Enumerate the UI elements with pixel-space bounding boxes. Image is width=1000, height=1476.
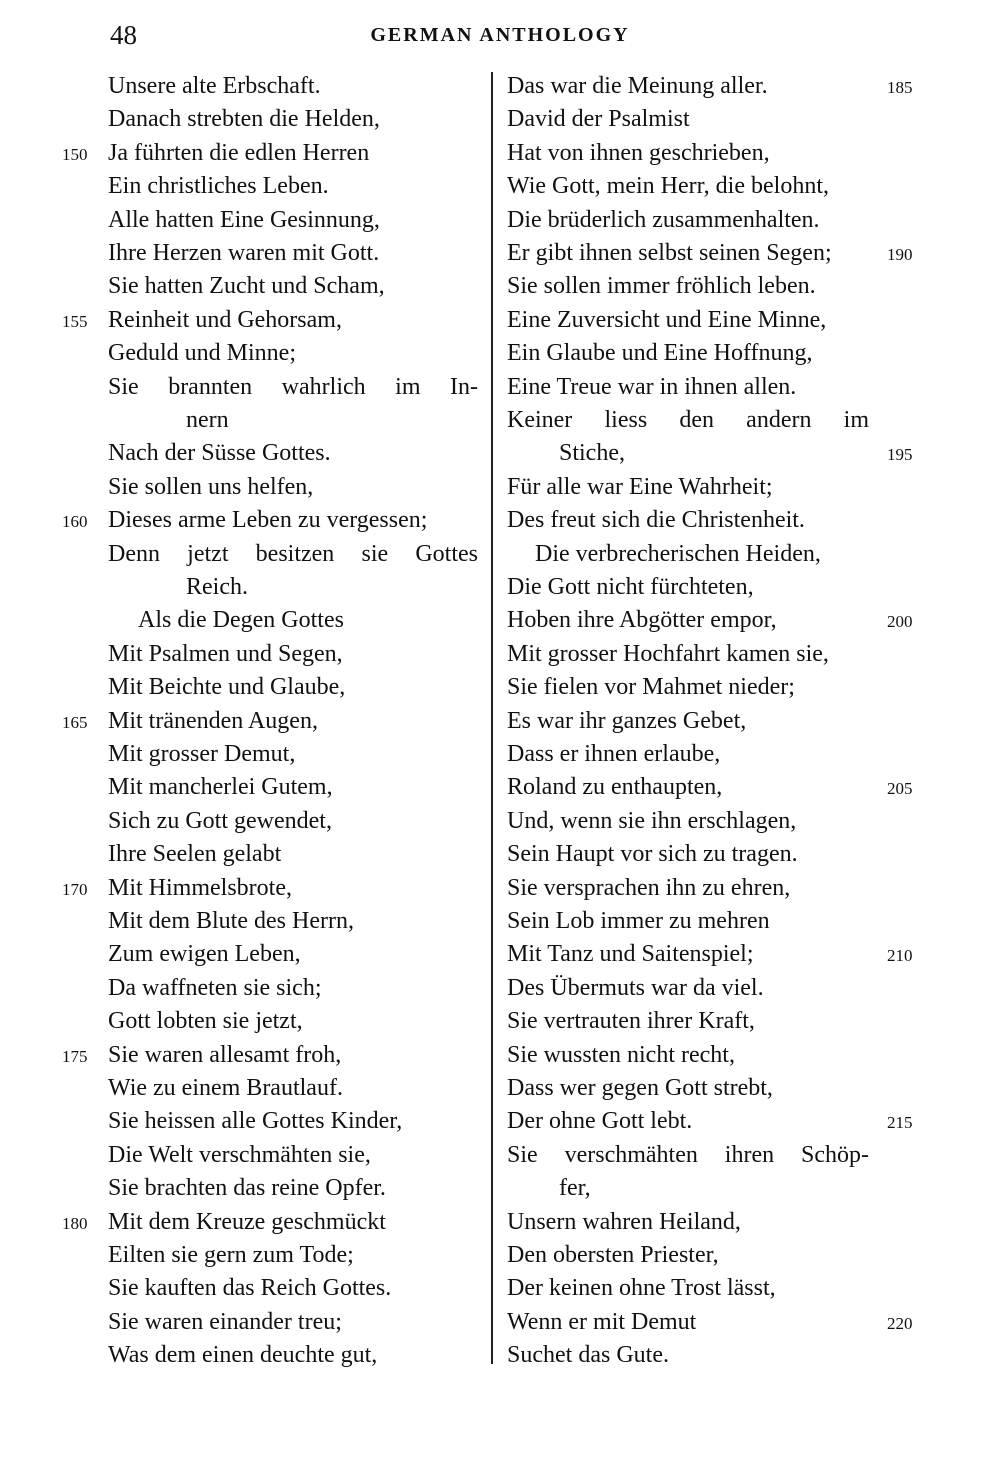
verse-text: Geduld und Minne;	[108, 340, 296, 367]
verse-text: Mit Beichte und Glaube,	[108, 674, 346, 701]
verse-text: Sie brannten wahrlich im In-	[108, 373, 478, 400]
verse-line	[0, 571, 490, 604]
verse-text: Denn jetzt besitzen sie Gottes	[108, 540, 478, 567]
verse-line	[0, 1105, 490, 1138]
line-number: 165	[62, 712, 88, 732]
verse-text: Gott lobten sie jetzt,	[108, 1008, 303, 1035]
verse-text: Sie heissen alle Gottes Kinder,	[108, 1108, 403, 1135]
verse-line	[0, 805, 490, 838]
verse-line	[495, 1039, 1000, 1072]
verse-line	[495, 137, 1000, 170]
verse-text: Er gibt ihnen selbst seinen Segen;	[507, 240, 832, 266]
verse-line	[495, 1339, 1000, 1372]
verse-text: Sie kauften das Reich Gottes.	[108, 1275, 392, 1302]
line-number: 195	[887, 445, 913, 465]
verse-line	[0, 237, 490, 270]
verse-text: fer,	[559, 1175, 591, 1202]
verse-text: Hoben ihre Abgötter empor,	[507, 607, 777, 634]
verse-line	[495, 1005, 1000, 1038]
verse-text: Unsern wahren Heiland,	[507, 1208, 741, 1235]
verse-line	[0, 1306, 490, 1339]
verse-text: Mit dem Blute des Herrn,	[108, 908, 354, 934]
verse-line	[495, 1239, 1000, 1272]
verse-line	[0, 1005, 490, 1038]
line-number: 220	[887, 1313, 913, 1333]
verse-text: Sie waren allesamt froh,	[108, 1041, 342, 1068]
verse-text: Unsere alte Erbschaft.	[108, 73, 321, 99]
verse-line	[0, 1072, 490, 1105]
verse-line	[495, 872, 1000, 905]
verse-text: Eine Treue war in ihnen allen.	[507, 373, 797, 400]
verse-text: Stiche,	[559, 440, 625, 467]
verse-line	[0, 170, 490, 203]
verse-line	[495, 1306, 1000, 1339]
verse-line	[0, 437, 490, 470]
verse-line	[0, 337, 490, 370]
verse-line	[495, 204, 1000, 237]
verse-text: Wenn er mit Demut	[507, 1308, 697, 1335]
verse-line	[0, 270, 490, 303]
verse-text: Wie zu einem Brautlauf.	[108, 1075, 343, 1101]
verse-text: Sie brachten das reine Opfer.	[108, 1175, 386, 1202]
verse-line	[0, 872, 490, 905]
verse-text: Reich.	[186, 574, 248, 600]
verse-text: Mit Tanz und Saitenspiel;	[507, 941, 754, 968]
line-number: 200	[887, 612, 913, 632]
verse-line	[0, 705, 490, 738]
verse-text: Dass er ihnen erlaube,	[507, 741, 721, 767]
page-number: 48	[110, 20, 137, 50]
verse-text: Keiner liess den andern im	[507, 407, 869, 433]
verse-text: Und, wenn sie ihn erschlagen,	[507, 807, 797, 834]
verse-text: nern	[186, 407, 229, 433]
verse-line	[495, 538, 1000, 571]
verse-line	[495, 103, 1000, 136]
verse-line	[0, 1339, 490, 1372]
verse-text: Mit Psalmen und Segen,	[108, 640, 343, 667]
verse-text: Eine Zuversicht und Eine Minne,	[507, 306, 827, 333]
line-number: 160	[62, 512, 88, 532]
verse-text: Ihre Herzen waren mit Gott.	[108, 240, 380, 266]
verse-line	[495, 1139, 1000, 1172]
verse-line	[0, 538, 490, 571]
verse-line	[0, 838, 490, 871]
verse-line	[0, 1139, 490, 1172]
running-head: GERMAN ANTHOLOGY	[370, 24, 630, 46]
verse-text: Sie waren einander treu;	[108, 1308, 342, 1335]
verse-text: Eilten sie gern zum Tode;	[108, 1242, 354, 1268]
verse-text: Sie sollen immer fröhlich leben.	[507, 273, 816, 300]
verse-text: Den obersten Priester,	[507, 1242, 719, 1268]
verse-text: Des freut sich die Christenheit.	[507, 507, 805, 534]
verse-line	[495, 1206, 1000, 1239]
verse-text: Dieses arme Leben zu vergessen;	[108, 507, 428, 534]
verse-line	[0, 204, 490, 237]
verse-line	[495, 838, 1000, 871]
line-number: 215	[887, 1113, 913, 1133]
verse-text: David der Psalmist	[507, 106, 690, 133]
verse-line	[0, 938, 490, 971]
verse-text: Es war ihr ganzes Gebet,	[507, 707, 747, 734]
verse-text: Die brüderlich zusammenhalten.	[507, 206, 820, 233]
verse-text: Da waffneten sie sich;	[108, 974, 322, 1001]
verse-line	[0, 1172, 490, 1205]
verse-text: Hat von ihnen geschrieben,	[507, 139, 770, 166]
verse-line	[495, 671, 1000, 704]
line-number: 190	[887, 245, 913, 264]
verse-line	[495, 270, 1000, 303]
verse-text: Als die Degen Gottes	[138, 607, 344, 634]
verse-line	[495, 705, 1000, 738]
verse-text: Sie vertrauten ihrer Kraft,	[507, 1008, 755, 1035]
verse-line	[0, 738, 490, 771]
verse-line	[495, 738, 1000, 771]
verse-text: Des Übermuts war da viel.	[507, 974, 764, 1001]
verse-line	[495, 471, 1000, 504]
verse-text: Der keinen ohne Trost lässt,	[507, 1275, 776, 1302]
verse-line	[0, 504, 490, 537]
verse-text: Sie verschmähten ihren Schöp-	[507, 1141, 869, 1168]
verse-line	[0, 1272, 490, 1305]
verse-line	[0, 471, 490, 504]
line-number: 180	[62, 1213, 88, 1233]
line-number: 170	[62, 879, 88, 899]
verse-line	[495, 1105, 1000, 1138]
line-number: 155	[62, 311, 88, 331]
verse-line	[495, 638, 1000, 671]
verse-line	[495, 805, 1000, 838]
verse-text: Reinheit und Gehorsam,	[108, 306, 342, 333]
line-number: 205	[887, 779, 913, 799]
verse-line	[495, 170, 1000, 203]
verse-line	[495, 905, 1000, 938]
verse-line	[0, 70, 490, 103]
column-divider	[491, 72, 493, 1364]
verse-text: Ein christliches Leben.	[108, 173, 329, 200]
verse-text: Sein Haupt vor sich zu tragen.	[507, 841, 798, 868]
line-number: 175	[62, 1046, 88, 1066]
verse-line	[0, 1039, 490, 1072]
verse-text: Roland zu enthaupten,	[507, 774, 723, 801]
verse-text: Zum ewigen Leben,	[108, 941, 301, 968]
verse-line	[0, 1239, 490, 1272]
verse-line	[495, 304, 1000, 337]
verse-text: Sich zu Gott gewendet,	[108, 807, 332, 834]
verse-line	[0, 304, 490, 337]
verse-line	[0, 404, 490, 437]
verse-text: Wie Gott, mein Herr, die belohnt,	[507, 173, 829, 200]
verse-line	[495, 504, 1000, 537]
verse-line	[0, 972, 490, 1005]
verse-line	[495, 1272, 1000, 1305]
verse-line	[495, 771, 1000, 804]
verse-text: Mit mancherlei Gutem,	[108, 774, 333, 801]
verse-line	[495, 70, 1000, 103]
verse-text: Sie hatten Zucht und Scham,	[108, 273, 385, 300]
line-number: 150	[62, 144, 88, 164]
verse-line	[0, 905, 490, 938]
verse-line	[0, 671, 490, 704]
line-number: 185	[887, 78, 913, 97]
verse-text: Ja führten die edlen Herren	[108, 139, 370, 166]
verse-text: Ein Glaube und Eine Hoffnung,	[507, 340, 813, 367]
verse-line	[495, 371, 1000, 404]
verse-line	[495, 604, 1000, 637]
verse-text: Die verbrecherischen Heiden,	[535, 540, 821, 567]
verse-text: Was dem einen deuchte gut,	[108, 1342, 378, 1369]
verse-text: Suchet das Gute.	[507, 1342, 669, 1369]
verse-line	[0, 771, 490, 804]
verse-line	[0, 1206, 490, 1239]
verse-line	[495, 938, 1000, 971]
verse-text: Mit Himmelsbrote,	[108, 874, 292, 901]
verse-line	[0, 103, 490, 136]
verse-line	[495, 437, 1000, 470]
verse-text: Mit grosser Demut,	[108, 741, 296, 767]
verse-text: Der ohne Gott lebt.	[507, 1108, 693, 1135]
verse-text: Sein Lob immer zu mehren	[507, 908, 770, 934]
verse-line	[0, 137, 490, 170]
verse-line	[495, 1072, 1000, 1105]
verse-text: Die Welt verschmähten sie,	[108, 1141, 371, 1168]
verse-text: Nach der Süsse Gottes.	[108, 440, 331, 467]
verse-text: Alle hatten Eine Gesinnung,	[108, 206, 380, 233]
verse-line	[495, 571, 1000, 604]
verse-text: Das war die Meinung aller.	[507, 73, 768, 99]
verse-line	[495, 337, 1000, 370]
verse-text: Danach strebten die Helden,	[108, 106, 380, 133]
verse-text: Sie wussten nicht recht,	[507, 1041, 735, 1068]
verse-line	[0, 371, 490, 404]
verse-line	[495, 1172, 1000, 1205]
verse-text: Ihre Seelen gelabt	[108, 841, 282, 868]
verse-text: Dass wer gegen Gott strebt,	[507, 1075, 773, 1101]
verse-text: Sie sollen uns helfen,	[108, 473, 314, 500]
verse-line	[0, 638, 490, 671]
verse-text: Mit tränenden Augen,	[108, 707, 318, 734]
verse-text: Mit grosser Hochfahrt kamen sie,	[507, 640, 829, 667]
line-number: 210	[887, 946, 913, 966]
verse-text: Mit dem Kreuze geschmückt	[108, 1208, 386, 1235]
verse-text: Sie versprachen ihn zu ehren,	[507, 874, 791, 901]
verse-text: Für alle war Eine Wahrheit;	[507, 473, 773, 500]
verse-text: Die Gott nicht fürchteten,	[507, 574, 754, 600]
verse-line	[495, 404, 1000, 437]
verse-line	[495, 972, 1000, 1005]
verse-line	[0, 604, 490, 637]
verse-line	[495, 237, 1000, 270]
verse-text: Sie fielen vor Mahmet nieder;	[507, 674, 795, 701]
